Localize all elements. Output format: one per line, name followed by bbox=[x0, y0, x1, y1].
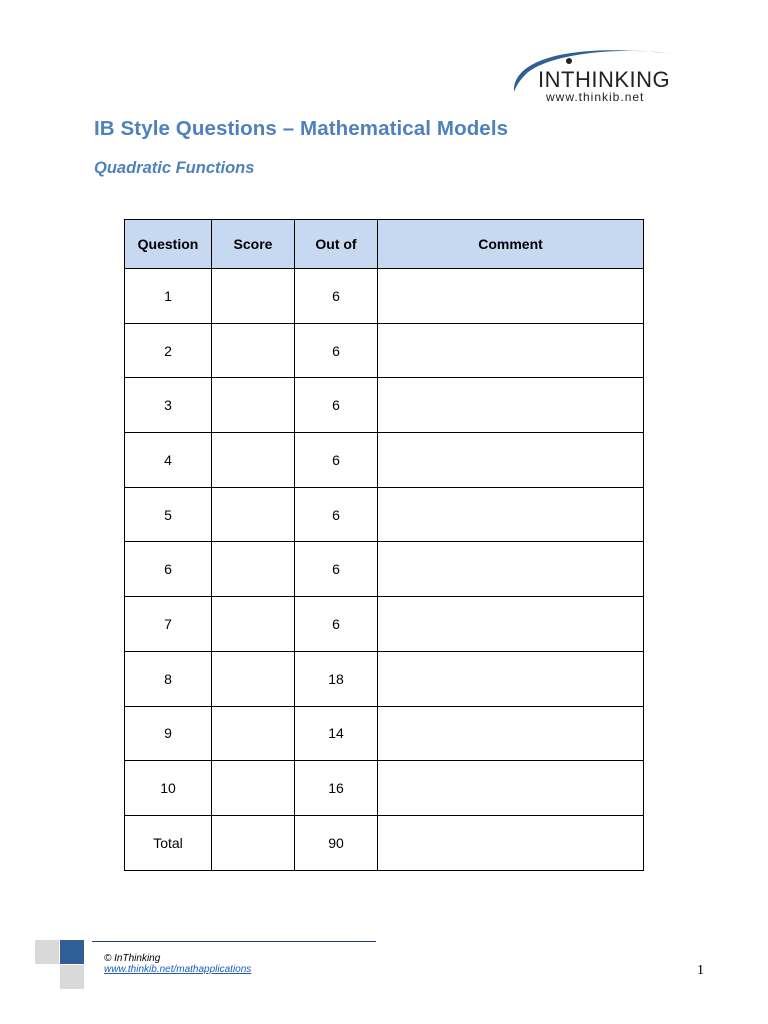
score-cell[interactable] bbox=[212, 433, 295, 488]
comment-cell[interactable] bbox=[378, 323, 644, 378]
score-cell[interactable] bbox=[212, 706, 295, 761]
comment-cell[interactable] bbox=[378, 378, 644, 433]
table-row bbox=[125, 542, 644, 597]
footer-divider bbox=[92, 941, 376, 942]
comment-cell[interactable] bbox=[378, 761, 644, 816]
question-cell: 7 bbox=[125, 597, 212, 652]
footer-copyright: © InThinking bbox=[104, 953, 161, 964]
table-row bbox=[125, 761, 644, 816]
page-title: IB Style Questions – Mathematical Models bbox=[94, 117, 509, 140]
table-row bbox=[125, 706, 644, 761]
question-cell: 5 bbox=[125, 487, 212, 542]
question-cell: Total bbox=[125, 815, 212, 870]
table-row-total bbox=[125, 815, 644, 870]
table-row bbox=[125, 651, 644, 706]
question-cell: 2 bbox=[125, 323, 212, 378]
out-of-cell: 6 bbox=[295, 323, 378, 378]
out-of-cell: 6 bbox=[295, 542, 378, 597]
inthinking-logo bbox=[508, 40, 678, 106]
out-of-cell: 14 bbox=[295, 706, 378, 761]
score-cell[interactable] bbox=[212, 269, 295, 324]
table-row bbox=[125, 487, 644, 542]
comment-cell[interactable] bbox=[378, 542, 644, 597]
score-table bbox=[124, 219, 644, 871]
score-cell[interactable] bbox=[212, 597, 295, 652]
logo-mark bbox=[508, 40, 678, 106]
out-of-cell: 90 bbox=[295, 815, 378, 870]
score-cell[interactable] bbox=[212, 542, 295, 597]
table-row bbox=[125, 323, 644, 378]
out-of-cell: 6 bbox=[295, 378, 378, 433]
score-cell[interactable] bbox=[212, 761, 295, 816]
question-cell: 3 bbox=[125, 378, 212, 433]
score-cell[interactable] bbox=[212, 487, 295, 542]
column-header-out-of: Out of bbox=[295, 220, 378, 269]
score-cell[interactable] bbox=[212, 323, 295, 378]
column-header-question: Question bbox=[125, 220, 212, 269]
out-of-cell: 18 bbox=[295, 651, 378, 706]
comment-cell[interactable] bbox=[378, 433, 644, 488]
score-cell[interactable] bbox=[212, 651, 295, 706]
out-of-cell: 6 bbox=[295, 433, 378, 488]
table-row bbox=[125, 269, 644, 324]
question-cell: 4 bbox=[125, 433, 212, 488]
out-of-cell: 6 bbox=[295, 269, 378, 324]
comment-cell[interactable] bbox=[378, 487, 644, 542]
svg-text:www.thinkib.net: www.thinkib.net bbox=[546, 90, 645, 104]
question-cell: 8 bbox=[125, 651, 212, 706]
comment-cell[interactable] bbox=[378, 597, 644, 652]
svg-text:INTHINKING: INTHINKING bbox=[538, 67, 671, 92]
table-row bbox=[125, 433, 644, 488]
question-cell: 6 bbox=[125, 542, 212, 597]
table-row bbox=[125, 378, 644, 433]
question-cell: 1 bbox=[125, 269, 212, 324]
page-subtitle: Quadratic Functions bbox=[94, 159, 255, 177]
out-of-cell: 6 bbox=[295, 597, 378, 652]
page-number: 1 bbox=[697, 963, 704, 978]
footer-square bbox=[35, 940, 59, 964]
footer-square bbox=[60, 965, 84, 989]
column-header-comment: Comment bbox=[378, 220, 644, 269]
comment-cell[interactable] bbox=[378, 706, 644, 761]
question-cell: 9 bbox=[125, 706, 212, 761]
question-cell: 10 bbox=[125, 761, 212, 816]
out-of-cell: 6 bbox=[295, 487, 378, 542]
table-row bbox=[125, 597, 644, 652]
comment-cell[interactable] bbox=[378, 269, 644, 324]
comment-cell[interactable] bbox=[378, 815, 644, 870]
table-header-row bbox=[125, 220, 644, 269]
comment-cell[interactable] bbox=[378, 651, 644, 706]
out-of-cell: 16 bbox=[295, 761, 378, 816]
footer-link[interactable]: www.thinkib.net/mathapplications bbox=[104, 964, 252, 975]
score-cell[interactable] bbox=[212, 815, 295, 870]
column-header-score: Score bbox=[212, 220, 295, 269]
score-cell[interactable] bbox=[212, 378, 295, 433]
footer-square bbox=[60, 940, 84, 964]
